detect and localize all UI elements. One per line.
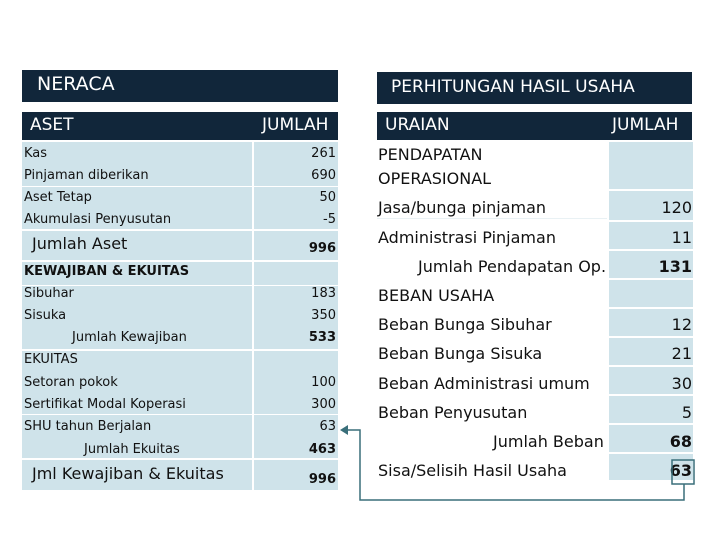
ekuitas-item-label: Sertifikat Modal Koperasi xyxy=(24,397,186,412)
aset-item-label: Akumulasi Penyusutan xyxy=(24,212,172,227)
jml-kewajiban-ekuitas-value: 996 xyxy=(308,472,336,487)
jumlah-aset-label: Jumlah Aset xyxy=(32,234,128,253)
beban-item-value: 21 xyxy=(671,344,692,363)
ekuitas-item-label: Setoran pokok xyxy=(24,375,118,390)
ekuitas-item-label: SHU tahun Berjalan xyxy=(24,419,152,434)
ekuitas-item-value: 100 xyxy=(311,375,336,390)
arrow-head-icon xyxy=(340,425,348,435)
kewajiban-item-value: 350 xyxy=(311,308,336,323)
jumlah-beban-label: Jumlah Beban xyxy=(493,432,604,451)
beban-item-value: 12 xyxy=(671,315,692,334)
col-aset: ASET xyxy=(30,115,74,135)
jumlah-kewajiban-value: 533 xyxy=(308,330,336,345)
jumlah-ekuitas-value: 463 xyxy=(308,442,336,457)
aset-item-value: 50 xyxy=(319,190,336,205)
beban-item-label: Beban Penyusutan xyxy=(378,403,528,422)
kewajiban-header: KEWAJIBAN & EKUITAS xyxy=(24,264,190,279)
neraca-title: NERACA xyxy=(37,73,115,95)
ekuitas-item-value: 300 xyxy=(311,397,336,412)
jumlah-ekuitas-label: Jumlah Ekuitas xyxy=(84,442,180,457)
jumlah-aset-value: 996 xyxy=(308,241,336,256)
beban-item-label: Beban Administrasi umum xyxy=(378,374,590,393)
ekuitas-header: EKUITAS xyxy=(24,352,78,367)
aset-item-value: 261 xyxy=(311,146,336,161)
beban-item-value: 5 xyxy=(681,403,692,422)
aset-item-value: 690 xyxy=(311,168,336,183)
sisa-hasil-usaha-label: Sisa/Selisih Hasil Usaha xyxy=(378,461,567,480)
pendapatan-item-label: Administrasi Pinjaman xyxy=(378,228,556,247)
sisa-hasil-usaha-value: 63 xyxy=(669,461,692,480)
aset-item-label: Pinjaman diberikan xyxy=(24,168,149,183)
beban-item-label: Beban Bunga Sisuka xyxy=(378,344,543,363)
beban-item-label: Beban Bunga Sibuhar xyxy=(378,315,552,334)
kewajiban-item-label: Sibuhar xyxy=(24,286,74,301)
pendapatan-item-value: 11 xyxy=(671,228,692,247)
col-jumlah-phu: JUMLAH xyxy=(612,115,679,135)
aset-item-value: -5 xyxy=(323,212,336,227)
kewajiban-item-value: 183 xyxy=(311,286,336,301)
pendapatan-header: PENDAPATAN xyxy=(378,145,483,164)
aset-item-label: Kas xyxy=(24,146,48,161)
beban-header: BEBAN USAHA xyxy=(378,286,495,305)
jumlah-kewajiban-label: Jumlah Kewajiban xyxy=(72,330,187,345)
beban-item-value: 30 xyxy=(671,374,692,393)
aset-item-label: Aset Tetap xyxy=(24,190,92,205)
ekuitas-item-value: 63 xyxy=(319,419,336,434)
kewajiban-item-label: Sisuka xyxy=(24,308,67,323)
pendapatan-item-label: Jasa/bunga pinjaman xyxy=(378,198,547,217)
jumlah-pendapatan-value: 131 xyxy=(658,257,692,276)
pendapatan-header-2: OPERASIONAL xyxy=(378,169,492,188)
jumlah-beban-value: 68 xyxy=(669,432,692,451)
col-uraian: URAIAN xyxy=(385,115,450,135)
phu-title: PERHITUNGAN HASIL USAHA xyxy=(391,77,635,97)
pendapatan-item-value: 120 xyxy=(661,198,692,217)
col-jumlah-neraca: JUMLAH xyxy=(262,115,329,135)
jml-kewajiban-ekuitas-label: Jml Kewajiban & Ekuitas xyxy=(32,464,224,483)
jumlah-pendapatan-label: Jumlah Pendapatan Op. xyxy=(418,257,607,276)
